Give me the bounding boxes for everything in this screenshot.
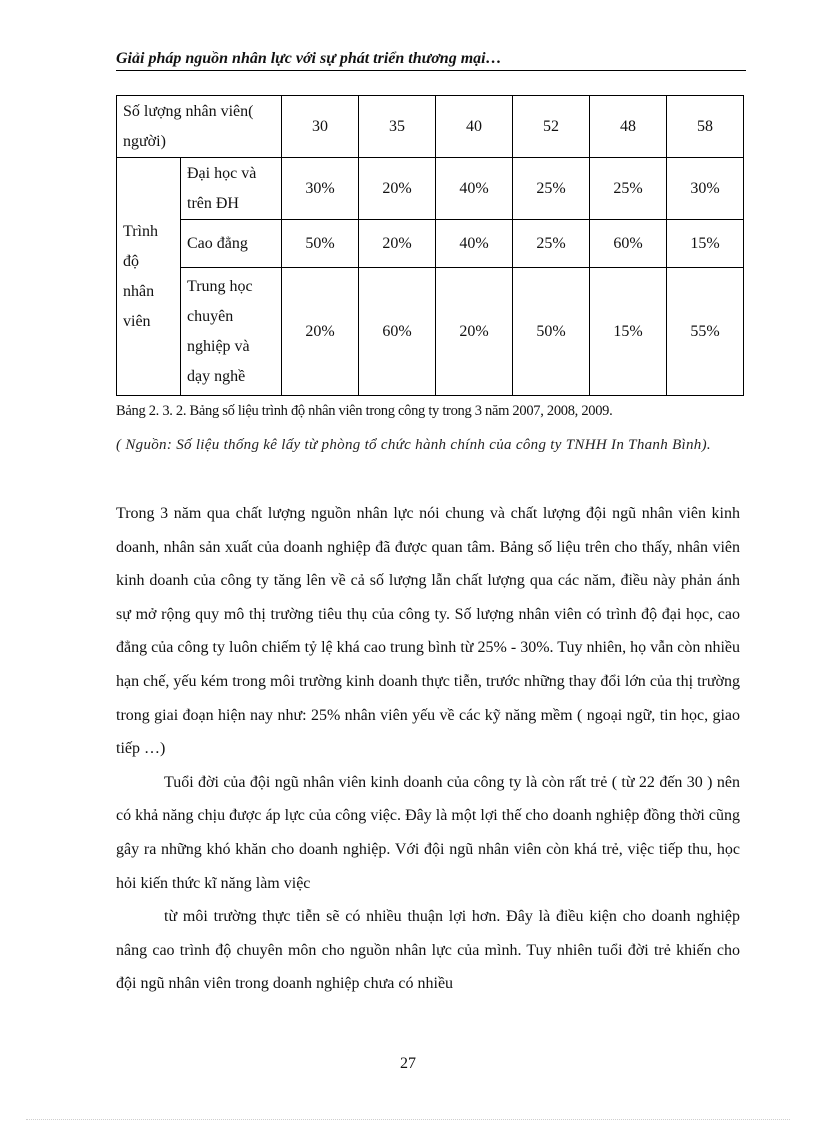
paragraph: Trong 3 năm qua chất lượng nguồn nhân lực nói chung và chất lượng đội ngũ nhân viên kinh doanh, nhân sản xuất của doanh nghiệp đã được quan tâm. Bảng số liệu trên cho thấy, nhân viên kinh doanh của công ty tăng lên về cả số lượng lẫn chất lượng qua các năm, điều này phản ánh sự mở rộng quy mô thị trường tiêu thụ của công ty. Số lượng nhân viên có trình độ đại học, cao đẳng của công ty luôn chiếm tỷ lệ khá cao trung bình từ 25% - 30%. Tuy nhiên, họ vẫn còn nhiều hạn chế, yếu kém trong môi trường kinh doanh thực tiễn, trước những thay đổi lớn của thị trường trong giai đoạn hiện nay như: 25% nhân viên yếu về các kỹ năng mềm ( ngoại ngữ, tin học, giao tiếp …)	[116, 505, 740, 758]
percent-cell: 20%	[359, 158, 436, 220]
percent-cell: 30%	[667, 158, 744, 220]
staff-count-cell: 35	[359, 96, 436, 158]
percent-cell: 40%	[436, 220, 513, 268]
running-header: Giải pháp nguồn nhân lực với sự phát triển thương mại…	[116, 50, 746, 71]
paragraph: Tuổi đời của đội ngũ nhân viên kinh doanh của công ty là còn rất trẻ ( từ 22 đến 30 ) nên có khả năng chịu được áp lực của công việc. Đây là một lợi thế cho doanh nghiệp đồng thời cũng gây ra những khó khăn cho doanh nghiệp. Với đội ngũ nhân viên còn khá trẻ, việc tiếp thu, học hỏi kiến thức kĩ năng làm việc	[116, 773, 740, 892]
group-label-cell: Trình độ nhân viên	[117, 158, 181, 396]
table-header-row	[117, 96, 744, 158]
footer-divider	[26, 1119, 790, 1120]
staff-count-cell: 58	[667, 96, 744, 158]
staff-qualification-table	[116, 95, 744, 396]
percent-cell: 20%	[436, 268, 513, 396]
staff-count-cell: 52	[513, 96, 590, 158]
body-text	[116, 497, 740, 1001]
staff-count-cell: 48	[590, 96, 667, 158]
percent-cell: 15%	[590, 268, 667, 396]
percent-cell: 60%	[590, 220, 667, 268]
percent-cell: 30%	[282, 158, 359, 220]
percent-cell: 20%	[359, 220, 436, 268]
percent-cell: 20%	[282, 268, 359, 396]
percent-cell: 50%	[282, 220, 359, 268]
percent-cell: 55%	[667, 268, 744, 396]
percent-cell: 50%	[513, 268, 590, 396]
page-number: 27	[400, 1055, 416, 1072]
source-note: ( Nguồn: Số liệu thống kê lấy từ phòng tổ chức hành chính của công ty TNHH In Thanh Bình).	[116, 437, 711, 453]
percent-cell: 40%	[436, 158, 513, 220]
staff-count-cell: 30	[282, 96, 359, 158]
paragraph: từ môi trường thực tiễn sẽ có nhiều thuận lợi hơn. Đây là điều kiện cho doanh nghiệp nâng cao trình độ chuyên môn cho nguồn nhân lực của mình. Tuy nhiên tuổi đời trẻ khiến cho đội ngũ nhân viên trong doanh nghiệp chưa có nhiều	[116, 908, 740, 993]
staff-count-cell: 40	[436, 96, 513, 158]
table-caption: Bảng 2. 3. 2. Bảng số liệu trình độ nhân viên trong công ty trong 3 năm 2007, 2008, 2009.	[116, 403, 613, 419]
header-label-cell: Số lượng nhân viên( người)	[117, 96, 282, 158]
row-label-cell: Trung học chuyên nghiệp và dạy nghề	[181, 268, 282, 396]
table-row	[117, 220, 744, 268]
percent-cell: 60%	[359, 268, 436, 396]
row-label-cell: Đại học và trên ĐH	[181, 158, 282, 220]
percent-cell: 25%	[590, 158, 667, 220]
percent-cell: 25%	[513, 220, 590, 268]
percent-cell: 15%	[667, 220, 744, 268]
table-row	[117, 158, 744, 220]
percent-cell: 25%	[513, 158, 590, 220]
row-label-cell: Cao đẳng	[181, 220, 282, 268]
table-row	[117, 268, 744, 396]
